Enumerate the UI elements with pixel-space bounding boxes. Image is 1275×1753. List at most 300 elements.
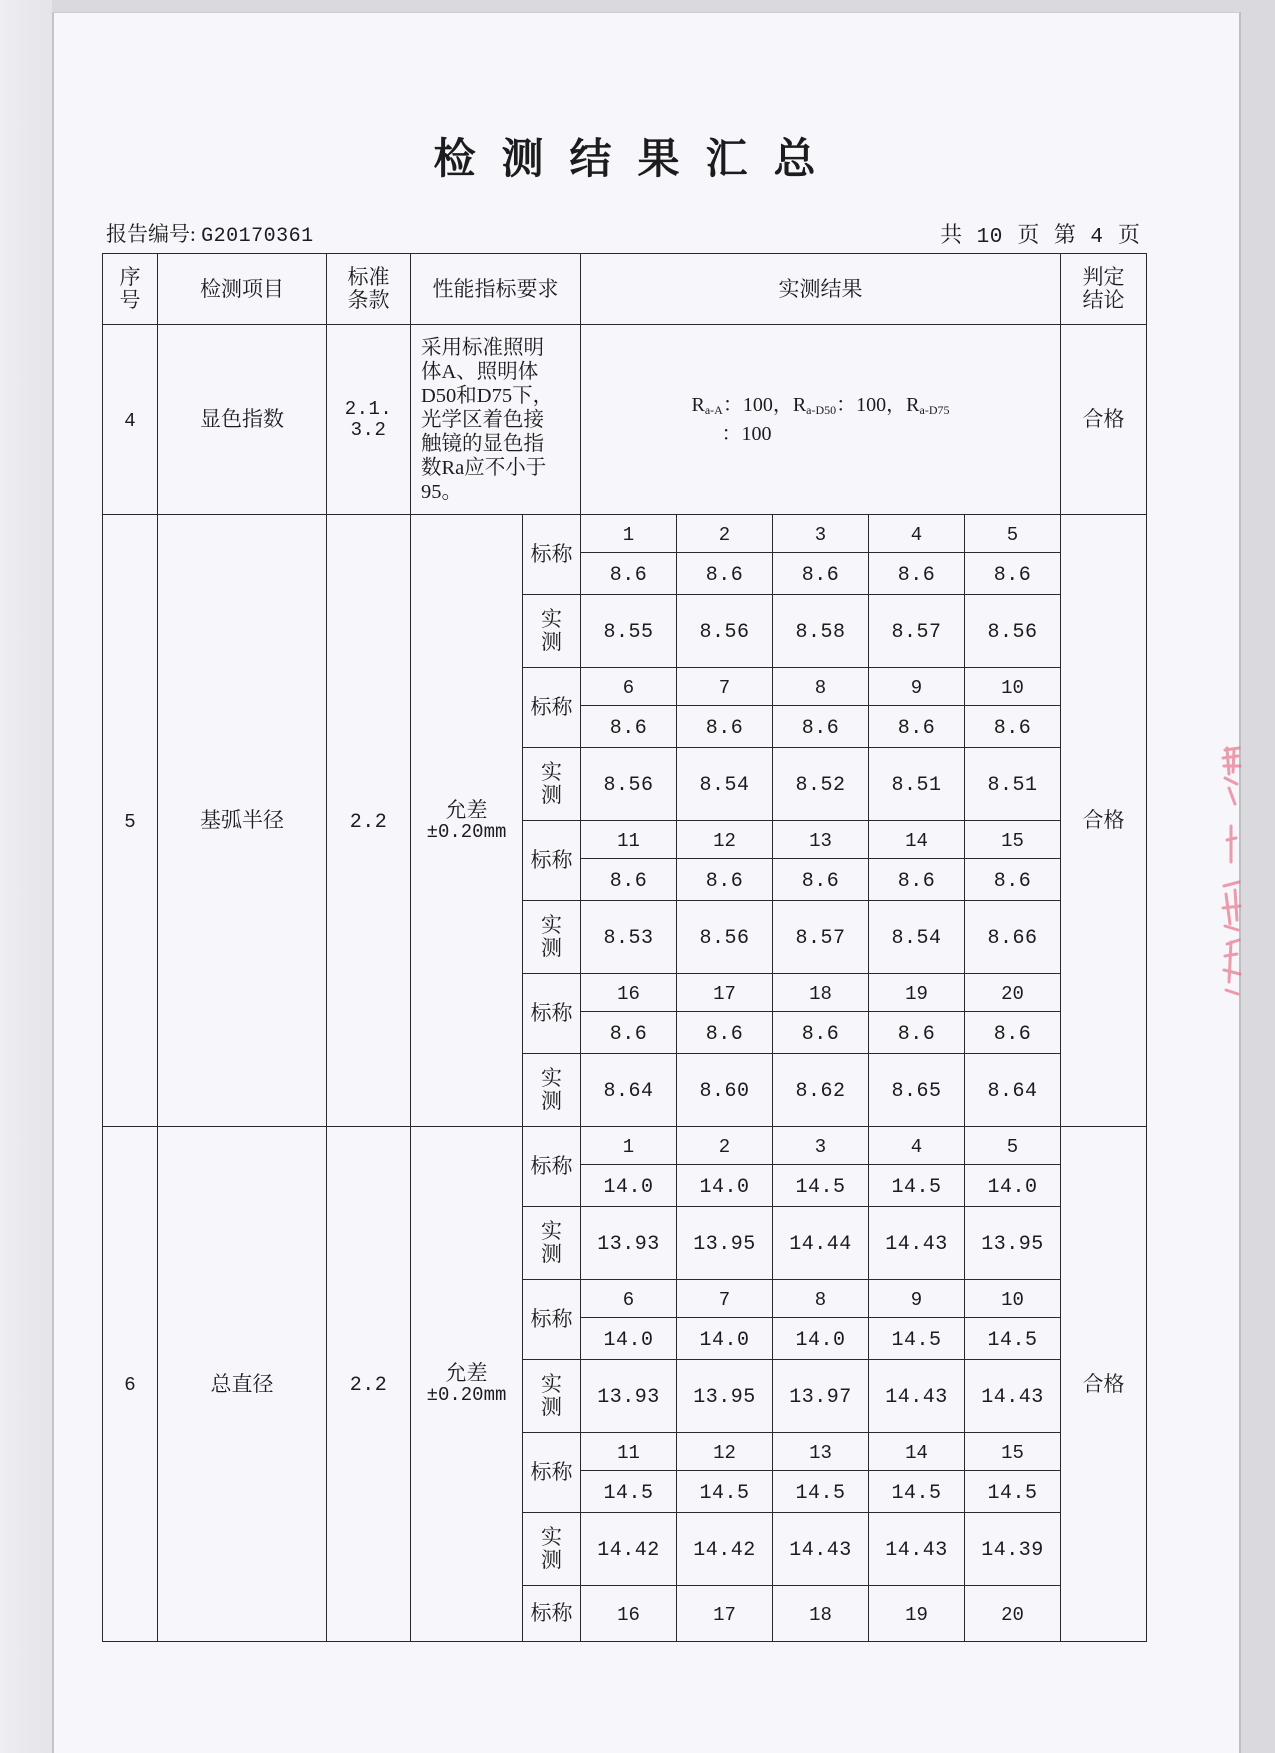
nominal-label-cell-text: 标称 (530, 848, 573, 873)
nominal-value-cell-text: 14.5 (891, 1481, 942, 1505)
sample-index-cell-text: 13 (809, 1441, 832, 1464)
measured-value-cell (581, 595, 677, 668)
seal-stamp-strokes (1223, 748, 1240, 994)
sample-index-cell-text: 7 (718, 676, 731, 699)
nominal-value-cell (677, 1012, 773, 1054)
tolerance-value: ±0.20mm (426, 1384, 507, 1406)
measured-value-cell (965, 901, 1061, 974)
nominal-label-cell-text: 标称 (530, 1307, 573, 1332)
sample-index-cell-text: 17 (713, 982, 736, 1005)
nominal-value-cell (773, 1012, 869, 1054)
sample-index-cell-text: 20 (1001, 1603, 1024, 1626)
tolerance-cell (411, 515, 523, 1127)
color-index-result-line-2 (691, 422, 949, 446)
sample-index-cell-text: 6 (622, 676, 635, 699)
nominal-value-cell (581, 859, 677, 901)
nominal-value-cell-text: 8.6 (993, 1022, 1032, 1046)
header-requirement (411, 254, 581, 325)
color-index-result (691, 393, 949, 446)
nominal-value-cell (677, 859, 773, 901)
measured-value-cell-text: 8.60 (699, 1080, 750, 1103)
requirement-line: D50和D75下， (421, 384, 554, 407)
measured-value-cell (581, 1360, 677, 1433)
nominal-label-cell (523, 668, 581, 748)
nominal-value-cell-text: 8.6 (609, 1022, 648, 1046)
measured-value-cell-text: 8.57 (891, 621, 942, 644)
nominal-value-cell (773, 553, 869, 595)
measured-value-cell-text: 14.39 (981, 1539, 1044, 1562)
current-page-prefix: 第 (1053, 222, 1076, 247)
sample-index-cell (677, 1280, 773, 1318)
test-item-cell (158, 515, 327, 1127)
nominal-value-cell-text: 14.5 (603, 1481, 654, 1505)
nominal-value-cell (677, 1471, 773, 1513)
nominal-value-cell (773, 1471, 869, 1513)
nominal-value-cell (581, 1165, 677, 1207)
measured-value-cell-text: 13.93 (597, 1233, 660, 1256)
measured-value-cell (581, 748, 677, 821)
row-index-cell-text: 6 (124, 1374, 136, 1397)
sample-index-cell (965, 1280, 1061, 1318)
measured-value-cell (581, 901, 677, 974)
nominal-value-cell-text: 8.6 (801, 563, 840, 587)
nominal-value-cell-text: 8.6 (609, 869, 648, 893)
header-result-text: 实测结果 (778, 276, 863, 301)
nominal-value-cell (773, 859, 869, 901)
sample-index-cell-text: 4 (910, 1135, 923, 1158)
nominal-value-cell-text: 8.6 (993, 869, 1032, 893)
sample-index-cell (869, 1127, 965, 1165)
sample-index-cell (773, 821, 869, 859)
sample-index-cell-text: 3 (814, 523, 827, 546)
tolerance-value: ±0.20mm (426, 820, 507, 843)
sample-index-cell-text: 13 (809, 829, 832, 852)
requirement-line: 采用标准照明 (421, 336, 544, 359)
report-number-value: G20170361 (201, 225, 314, 248)
measured-value-cell (773, 748, 869, 821)
nominal-value-cell-text: 8.6 (705, 869, 744, 893)
measured-label-cell-text: 实测 (541, 607, 562, 654)
sample-index-cell (869, 1433, 965, 1471)
measured-label-cell (523, 1360, 581, 1433)
row-index-cell (103, 325, 158, 515)
nominal-value-cell-text: 8.6 (801, 1022, 840, 1046)
verdict-cell (1061, 1127, 1147, 1642)
nominal-value-cell (965, 859, 1061, 901)
measured-value-cell (677, 1054, 773, 1127)
header-item (158, 254, 327, 325)
requirement-cell (411, 325, 581, 515)
nominal-value-cell-text: 8.6 (993, 563, 1032, 587)
verdict-cell (1061, 325, 1147, 515)
measured-value-cell (869, 595, 965, 668)
sample-index-cell-text: 10 (1001, 1288, 1024, 1311)
measured-value-cell-text: 14.43 (885, 1539, 948, 1562)
measured-value-cell (869, 748, 965, 821)
sample-index-cell (773, 1127, 869, 1165)
measured-value-cell (965, 1360, 1061, 1433)
measured-value-cell (869, 1054, 965, 1127)
sample-index-cell (677, 515, 773, 553)
sample-index-cell-text: 12 (713, 1441, 736, 1464)
report-number-label: 报告编号: (106, 222, 196, 246)
clause-cell-text: 2.2 (349, 810, 388, 834)
sample-index-cell (965, 1127, 1061, 1165)
header-row (103, 254, 1147, 325)
sample-index-cell (773, 515, 869, 553)
report-number (106, 221, 314, 250)
measured-value-cell-text: 8.56 (699, 621, 750, 644)
row-index-cell-text: 5 (124, 810, 136, 833)
sample-index-cell (677, 821, 773, 859)
sample-index-cell (581, 1127, 677, 1165)
measured-label-cell (523, 1513, 581, 1586)
measured-value-cell-text: 8.56 (603, 774, 654, 797)
ra-comma: ， (886, 394, 907, 416)
sample-index-cell-text: 19 (905, 982, 928, 1005)
sample-index-cell (581, 1280, 677, 1318)
nominal-value-cell-text: 14.5 (987, 1328, 1038, 1352)
measured-value-cell-text: 14.43 (981, 1386, 1044, 1409)
sample-index-cell-text: 8 (814, 676, 827, 699)
measured-value-cell (965, 748, 1061, 821)
measured-label-cell (523, 748, 581, 821)
sample-index-cell (581, 821, 677, 859)
sample-index-cell (965, 974, 1061, 1012)
nominal-value-cell-text: 14.5 (987, 1481, 1038, 1505)
measured-label-cell (523, 1207, 581, 1280)
nominal-value-cell-text: 8.6 (897, 563, 936, 587)
measured-label-cell (523, 1054, 581, 1127)
table-row-color-index (103, 325, 1147, 515)
results-summary-table (102, 253, 1147, 1642)
requirement-line: 体A、照明体 (421, 360, 539, 383)
nominal-label-cell-text: 标称 (530, 1154, 573, 1179)
measured-value-cell (965, 1207, 1061, 1280)
row-index-cell (103, 515, 158, 1127)
sample-index-cell (581, 1586, 677, 1642)
nominal-value-cell (581, 1471, 677, 1513)
test-item-cell-text: 总直径 (210, 1371, 274, 1396)
nominal-value-cell (773, 1318, 869, 1360)
measured-value-cell (965, 595, 1061, 668)
header-item-text: 检测项目 (200, 276, 284, 301)
sample-index-cell-text: 9 (910, 676, 923, 699)
ra-d75-symbol-group (906, 394, 949, 416)
nominal-value-cell (965, 706, 1061, 748)
test-item-name: 显色指数 (200, 407, 284, 432)
sample-index-cell-text: 10 (1001, 676, 1024, 699)
ra-colon: ： (836, 394, 857, 416)
nominal-value-cell (869, 859, 965, 901)
sample-index-cell (677, 1586, 773, 1642)
nominal-label-cell-text: 标称 (530, 1001, 573, 1026)
nominal-value-cell-text: 14.5 (795, 1175, 846, 1199)
nominal-label-cell (523, 1280, 581, 1360)
measured-value-cell (677, 1207, 773, 1280)
sample-index-cell-text: 5 (1006, 1135, 1019, 1158)
nominal-value-cell (965, 1471, 1061, 1513)
measured-value-cell (677, 1513, 773, 1586)
test-item-cell-text: 基弧半径 (200, 808, 284, 833)
tolerance-cell (411, 1127, 523, 1642)
nominal-value-cell (965, 1012, 1061, 1054)
sample-index-cell-text: 18 (809, 1603, 832, 1626)
nominal-label-cell (523, 515, 581, 595)
page-title: 检测结果汇总 (433, 137, 842, 183)
nominal-value-cell-text: 8.6 (801, 869, 840, 893)
measured-value-cell (869, 1207, 965, 1280)
verdict-cell-text: 合格 (1082, 1371, 1125, 1396)
measured-value-cell-text: 8.56 (987, 621, 1038, 644)
nominal-label-cell-text: 标称 (530, 695, 573, 720)
requirement-line: 数Ra应不小于 (421, 456, 547, 479)
table-header (103, 254, 1147, 325)
header-index (103, 254, 158, 325)
total-pages: 10 (976, 226, 1003, 249)
sample-index-cell (869, 515, 965, 553)
measured-value-cell (773, 901, 869, 974)
sample-index-cell (965, 515, 1061, 553)
color-index-result-line-1 (691, 393, 949, 422)
nominal-value-cell (965, 1165, 1061, 1207)
nominal-value-cell-text: 14.5 (795, 1481, 846, 1505)
sample-index-cell-text: 14 (905, 1441, 928, 1464)
sample-index-cell (677, 668, 773, 706)
sample-index-cell-text: 5 (1006, 523, 1019, 546)
measured-value-cell-text: 8.54 (891, 927, 942, 950)
row-index-cell (103, 1127, 158, 1642)
measured-value-cell (773, 1360, 869, 1433)
measured-label-cell-text: 实测 (541, 913, 562, 960)
nominal-value-cell-text: 8.6 (705, 1022, 744, 1046)
nominal-value-cell-text: 8.6 (609, 563, 648, 587)
sample-index-cell (869, 974, 965, 1012)
measured-value-cell (677, 1360, 773, 1433)
clause-cell (327, 1127, 411, 1642)
verdict-text: 合格 (1082, 407, 1125, 432)
measured-value-cell (965, 1513, 1061, 1586)
sample-index-cell-text: 16 (617, 1603, 640, 1626)
sample-index-cell (581, 1433, 677, 1471)
sample-index-cell-text: 18 (809, 982, 832, 1005)
clause-cell-text: 2.2 (349, 1374, 388, 1397)
measured-value-cell (581, 1513, 677, 1586)
sample-index-cell-text: 12 (713, 829, 736, 852)
ra-value: 100 (742, 394, 773, 416)
ra-subscript: a-D50 (806, 403, 837, 417)
sample-index-cell (677, 1433, 773, 1471)
sample-index-cell-text: 6 (622, 1288, 635, 1311)
nominal-value-cell-text: 14.0 (699, 1328, 750, 1352)
sample-index-cell-text: 9 (910, 1288, 923, 1311)
measured-label-cell-text: 实测 (541, 760, 562, 807)
measured-value-cell (773, 1513, 869, 1586)
measured-label-cell-text: 实测 (541, 1525, 562, 1572)
verdict-cell (1061, 515, 1147, 1127)
nominal-value-cell-text: 14.0 (987, 1175, 1038, 1199)
header-clause (327, 254, 411, 325)
measured-value-cell-text: 13.95 (693, 1233, 756, 1256)
sample-index-cell-text: 11 (617, 1441, 640, 1464)
header-verdict (1061, 254, 1147, 325)
measured-label-cell-text: 实测 (541, 1066, 562, 1113)
total-pages-suffix: 页 (1017, 222, 1040, 247)
measured-value-cell-text: 8.57 (795, 927, 846, 950)
nominal-label-cell (523, 1127, 581, 1207)
measured-value-cell-text: 14.42 (693, 1539, 756, 1562)
sample-index-cell (965, 668, 1061, 706)
measured-value-cell-text: 8.58 (795, 621, 846, 644)
sample-index-cell (773, 974, 869, 1012)
nominal-value-cell (869, 706, 965, 748)
sample-index-cell-text: 15 (1001, 1441, 1024, 1464)
nominal-value-cell-text: 8.6 (993, 716, 1032, 740)
measured-value-cell-text: 13.95 (693, 1386, 756, 1409)
clause-cell (327, 515, 411, 1127)
nominal-value-cell (677, 706, 773, 748)
measured-value-cell-text: 8.52 (795, 774, 846, 797)
nominal-label-cell (523, 821, 581, 901)
measured-value-cell-text: 8.55 (603, 621, 654, 644)
measured-value-cell-text: 14.43 (885, 1233, 948, 1256)
sample-index-cell (677, 974, 773, 1012)
sample-index-cell-text: 14 (905, 829, 928, 852)
nominal-value-cell-text: 8.6 (897, 1022, 936, 1046)
measured-value-cell-text: 8.51 (987, 774, 1038, 797)
nominal-value-cell (965, 553, 1061, 595)
nominal-value-cell-text: 8.6 (705, 716, 744, 740)
sample-index-cell (869, 1280, 965, 1318)
nominal-value-cell-text: 14.0 (603, 1175, 654, 1199)
measured-value-cell-text: 14.43 (885, 1386, 948, 1409)
nominal-label-cell-text: 标称 (530, 1601, 573, 1626)
measured-value-cell-text: 13.93 (597, 1386, 660, 1409)
measured-label-cell (523, 595, 581, 668)
nominal-value-cell (869, 1012, 965, 1054)
nominal-value-cell-text: 8.6 (801, 716, 840, 740)
sample-index-cell (773, 668, 869, 706)
measured-value-cell (773, 1054, 869, 1127)
row-index: 4 (124, 409, 136, 432)
sample-index-cell-text: 1 (622, 1135, 635, 1158)
nominal-label-cell (523, 1433, 581, 1513)
ra-symbol: R (691, 394, 705, 416)
header-index-text: 序号 (119, 265, 141, 312)
sample-index-cell (773, 1280, 869, 1318)
sample-index-cell (965, 1433, 1061, 1471)
nominal-value-cell-text: 8.6 (897, 716, 936, 740)
measured-label-cell-text: 实测 (541, 1219, 562, 1266)
ra-subscript: a-A (704, 403, 723, 417)
sample-index-cell-text: 19 (905, 1603, 928, 1626)
page-counter (931, 222, 1140, 251)
sample-index-cell (581, 515, 677, 553)
test-item-cell (158, 1127, 327, 1642)
nominal-value-cell-text: 8.6 (705, 563, 744, 587)
nominal-value-cell (677, 1165, 773, 1207)
sample-index-cell (581, 974, 677, 1012)
sample-index-cell (869, 821, 965, 859)
sample-index-cell-text: 4 (910, 523, 923, 546)
tolerance-label: 允差 (445, 1361, 488, 1385)
ra-symbol: R (906, 394, 920, 416)
total-pages-prefix: 共 (940, 222, 963, 247)
nominal-value-cell (677, 553, 773, 595)
ra-colon: ： (721, 423, 742, 445)
clause-cell (327, 325, 411, 515)
nominal-value-cell (773, 1165, 869, 1207)
nominal-value-cell (581, 1012, 677, 1054)
measured-value-cell-text: 13.95 (981, 1233, 1044, 1256)
ra-comma: ， (772, 394, 793, 416)
nominal-value-cell (581, 706, 677, 748)
ra-subscript: a-D75 (919, 403, 950, 417)
sample-index-cell (965, 1586, 1061, 1642)
measured-value-cell-text: 8.56 (699, 927, 750, 950)
sample-index-cell (773, 1433, 869, 1471)
measured-value-cell-text: 14.43 (789, 1539, 852, 1562)
nominal-value-cell (869, 1165, 965, 1207)
nominal-value-cell-text: 14.0 (795, 1328, 846, 1352)
nominal-value-cell-text: 14.5 (891, 1175, 942, 1199)
measured-value-cell-text: 13.97 (789, 1386, 852, 1409)
measured-value-cell (869, 1513, 965, 1586)
nominal-value-cell (869, 553, 965, 595)
nominal-value-cell (869, 1318, 965, 1360)
nominal-value-cell (869, 1471, 965, 1513)
header-verdict-text: 判定结论 (1082, 265, 1125, 312)
sample-index-cell (869, 668, 965, 706)
sample-index-cell (965, 821, 1061, 859)
sample-index-cell-text: 20 (1001, 982, 1024, 1005)
measured-value-cell-text: 14.44 (789, 1233, 852, 1256)
measured-value-cell-text: 8.53 (603, 927, 654, 950)
measured-value-cell-text: 8.54 (699, 774, 750, 797)
measured-value-cell (581, 1054, 677, 1127)
seal-stamp-fragment (1219, 744, 1243, 1000)
measured-value-cell-text: 8.51 (891, 774, 942, 797)
sample-index-cell-text: 7 (718, 1288, 731, 1311)
header-result (581, 254, 1061, 325)
clause-number: 2.1.3.2 (344, 397, 393, 441)
nominal-value-cell-text: 8.6 (897, 869, 936, 893)
sample-index-cell-text: 11 (617, 829, 640, 852)
nominal-label-cell (523, 1586, 581, 1642)
measured-value-cell (773, 1207, 869, 1280)
test-item-cell (158, 325, 327, 515)
sample-index-cell-text: 3 (814, 1135, 827, 1158)
nominal-label-cell (523, 974, 581, 1054)
measured-value-cell (869, 901, 965, 974)
ra-d50-measurement (793, 394, 906, 416)
nominal-value-cell (773, 706, 869, 748)
nominal-label-cell-text: 标称 (530, 1460, 573, 1485)
ra-value: 100 (856, 394, 887, 416)
nominal-value-cell (677, 1318, 773, 1360)
requirement-line: 光学区着色接 (421, 408, 544, 431)
sample-index-cell (677, 1127, 773, 1165)
ra-a-measurement (691, 394, 792, 416)
nominal-value-cell-text: 14.5 (699, 1481, 750, 1505)
sample-index-cell-text: 2 (718, 1135, 731, 1158)
measured-value-cell (773, 595, 869, 668)
verdict-cell-text: 合格 (1082, 808, 1125, 833)
ra-value: 100 (741, 423, 772, 445)
measured-value-cell-text: 14.42 (597, 1539, 660, 1562)
nominal-label-cell-text: 标称 (530, 542, 573, 567)
measured-value-cell (965, 1054, 1061, 1127)
